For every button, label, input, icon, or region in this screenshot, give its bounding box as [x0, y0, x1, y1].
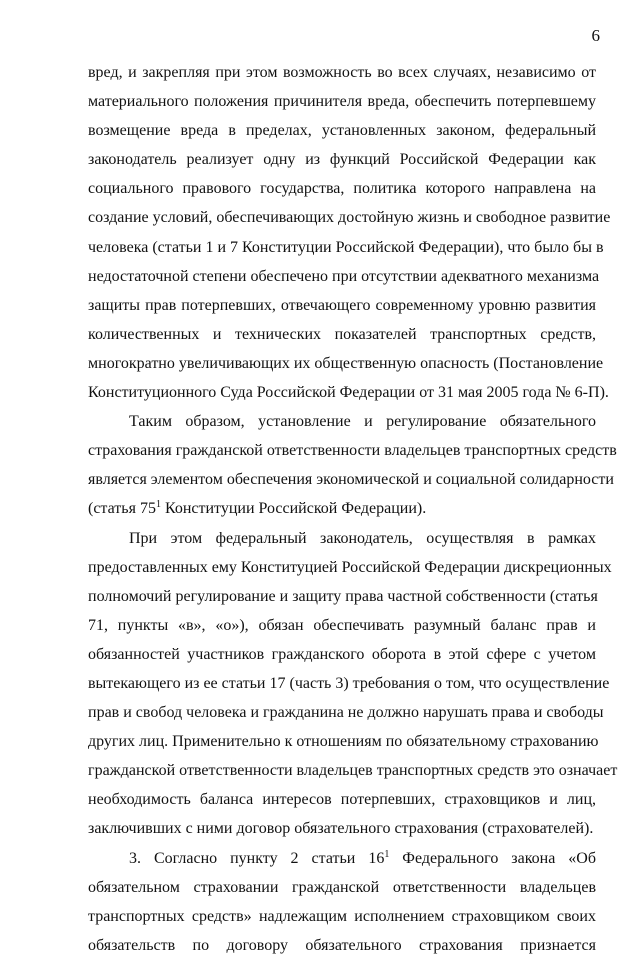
- text-line: многократно увеличивающих их общественную опасность (Постановление: [88, 354, 604, 372]
- text-line: является элементом обеспечения экономической и социальной солидарности: [88, 471, 614, 489]
- text-line: вытекающего из ее статьи 17 (часть 3) требования о том, что осуществление: [88, 674, 610, 692]
- text-fragment: Конституции Российской Федерации).: [160, 500, 427, 518]
- text-line: Конституционного Суда Российской Федерации от 31 мая 2005 года № 6-П).: [88, 384, 609, 402]
- text-line: прав и свобод человека и гражданина не должно нарушать права и свободы: [88, 704, 604, 722]
- text-line: количественных и технических показателей транспортных средств,: [88, 325, 596, 343]
- text-line: обязательном страховании гражданской ответственности владельцев: [88, 878, 596, 896]
- paragraph-3: [88, 524, 618, 844]
- paragraph-1: [88, 58, 611, 407]
- text-line: транспортных средств» надлежащим исполнением страховщиком своих: [88, 907, 596, 925]
- page-number: 6: [591, 26, 600, 45]
- text-line: При этом федеральный законодатель, осуществляя в рамках: [129, 529, 596, 547]
- text-line: полномочий регулирование и защиту права частной собственности (статья: [88, 587, 598, 605]
- paragraph-4: [88, 844, 596, 960]
- text-fragment: (статья 75: [88, 500, 156, 518]
- text-line: недостаточной степени обеспечено при отсутствии адекватного механизма: [88, 267, 600, 285]
- text-line: других лиц. Применительно к отношениям по обязательному страхованию: [88, 733, 599, 751]
- text-line: обязательств по договору обязательного страхования признается: [88, 936, 596, 954]
- superscript: 1: [384, 848, 390, 860]
- text-line: Таким образом, установление и регулирование обязательного: [129, 413, 596, 431]
- text-line: обязанностей участников гражданского оборота в этой сфере с учетом: [88, 645, 596, 663]
- text-line: [88, 844, 596, 873]
- text-line: необходимость баланса интересов потерпевших, страховщиков и лиц,: [88, 791, 596, 809]
- paragraph-2: [88, 407, 617, 523]
- text-line: заключивших с ними договор обязательного страхования (страхователей).: [88, 820, 594, 838]
- text-line: законодатель реализует одну из функций Российской Федерации как: [88, 151, 596, 169]
- text-line: защиты прав потерпевших, отвечающего современному уровню развития: [88, 296, 596, 314]
- text-line: человека (статьи 1 и 7 Конституции Российской Федерации), что было бы в: [88, 238, 604, 256]
- text-line: 71, пункты «в», «о»), обязан обеспечивать разумный баланс прав и: [88, 616, 596, 634]
- superscript: 1: [155, 499, 161, 511]
- text-line: страхования гражданской ответственности владельцев транспортных средств: [88, 442, 617, 460]
- text-line: создание условий, обеспечивающих достойную жизнь и свободное развитие: [88, 209, 611, 227]
- text-line: социального правового государства, политика которого направлена на: [88, 180, 596, 198]
- text-line: вред, и закрепляя при этом возможность во всех случаях, независимо от: [88, 64, 596, 81]
- text-line: материального положения причинителя вреда, обеспечить потерпевшему: [88, 93, 596, 111]
- text-fragment: 3. Согласно пункту 2 статьи 16: [129, 849, 385, 867]
- text-line: предоставленных ему Конституцией Российской Федерации дискреционных: [88, 558, 612, 576]
- text-fragment: Федерального закона «Об: [389, 849, 597, 867]
- text-line: [88, 494, 596, 523]
- text-line: гражданской ответственности владельцев транспортных средств это означает: [88, 762, 618, 780]
- document-body: [88, 58, 618, 960]
- text-line: возмещение вреда в пределах, установленных законом, федеральный: [88, 122, 596, 140]
